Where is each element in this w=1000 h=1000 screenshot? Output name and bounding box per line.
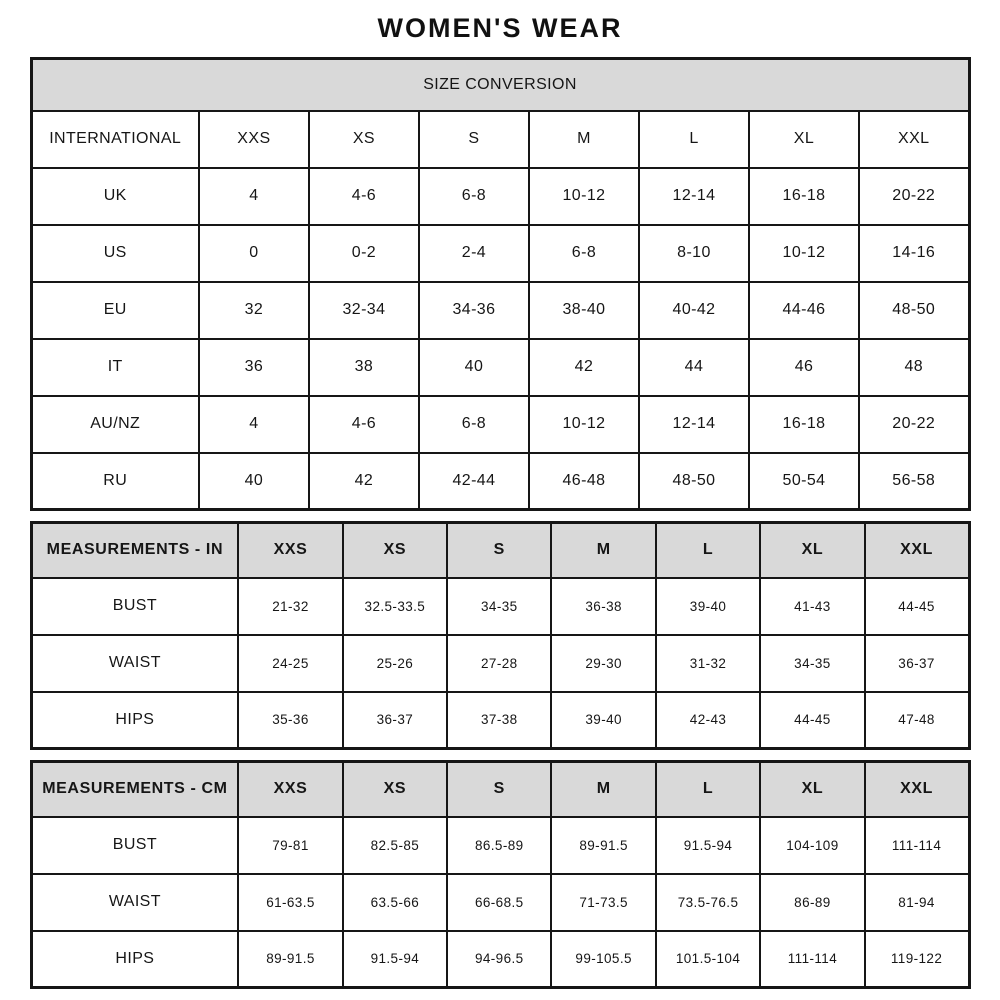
size-header-xl: XL xyxy=(760,523,864,578)
size-header-xxl: XXL xyxy=(865,762,969,817)
measurements-in-title: MEASUREMENTS - IN xyxy=(31,523,238,578)
row-label: WAIST xyxy=(31,635,238,692)
measurements-in-table xyxy=(30,521,971,750)
table-cell: 32 xyxy=(199,282,309,339)
table-cell: 34-36 xyxy=(419,282,529,339)
table-row xyxy=(31,874,969,931)
table-cell: 66-68.5 xyxy=(447,874,551,931)
table-cell: 10-12 xyxy=(529,396,639,453)
table-cell: 42-44 xyxy=(419,453,529,510)
table-cell: 34-35 xyxy=(760,635,864,692)
size-header-xxs: XXS xyxy=(238,523,342,578)
row-label: BUST xyxy=(31,578,238,635)
table-cell: 6-8 xyxy=(419,168,529,225)
table-cell: 91.5-94 xyxy=(656,817,760,874)
row-label: US xyxy=(31,225,199,282)
table-cell: 24-25 xyxy=(238,635,342,692)
table-cell: 39-40 xyxy=(551,692,655,749)
table-cell: 63.5-66 xyxy=(343,874,447,931)
table-cell: 41-43 xyxy=(760,578,864,635)
size-conversion-header-row xyxy=(31,111,969,168)
table-cell: 111-114 xyxy=(865,817,969,874)
table-cell: 32.5-33.5 xyxy=(343,578,447,635)
row-label: BUST xyxy=(31,817,238,874)
table-cell: 48-50 xyxy=(639,453,749,510)
table-cell: 16-18 xyxy=(749,396,859,453)
size-header-xxs: XXS xyxy=(199,111,309,168)
size-chart-page xyxy=(30,0,971,989)
size-header-xxs: XXS xyxy=(238,762,342,817)
table-cell: 29-30 xyxy=(551,635,655,692)
table-cell: 40 xyxy=(199,453,309,510)
table-cell: 25-26 xyxy=(343,635,447,692)
row-label: HIPS xyxy=(31,692,238,749)
table-cell: 71-73.5 xyxy=(551,874,655,931)
table-cell: 86.5-89 xyxy=(447,817,551,874)
table-row xyxy=(31,692,969,749)
table-cell: 111-114 xyxy=(760,931,864,988)
table-cell: 10-12 xyxy=(529,168,639,225)
row-label: RU xyxy=(31,453,199,510)
size-header-xxl: XXL xyxy=(859,111,969,168)
table-cell: 104-109 xyxy=(760,817,864,874)
size-conversion-title: SIZE CONVERSION xyxy=(31,59,969,111)
size-header-xl: XL xyxy=(760,762,864,817)
table-cell: 94-96.5 xyxy=(447,931,551,988)
size-header-m: M xyxy=(551,762,655,817)
measurements-cm-title: MEASUREMENTS - CM xyxy=(31,762,238,817)
table-cell: 48-50 xyxy=(859,282,969,339)
table-cell: 81-94 xyxy=(865,874,969,931)
table-row xyxy=(31,635,969,692)
table-cell: 61-63.5 xyxy=(238,874,342,931)
size-header-xxl: XXL xyxy=(865,523,969,578)
table-cell: 39-40 xyxy=(656,578,760,635)
table-cell: 82.5-85 xyxy=(343,817,447,874)
table-cell: 48 xyxy=(859,339,969,396)
page-title: WOMEN'S WEAR xyxy=(377,13,623,43)
table-cell: 0 xyxy=(199,225,309,282)
table-cell: 99-105.5 xyxy=(551,931,655,988)
row-label: AU/NZ xyxy=(31,396,199,453)
table-row xyxy=(31,931,969,988)
table-cell: 91.5-94 xyxy=(343,931,447,988)
size-header-m: M xyxy=(529,111,639,168)
table-cell: 31-32 xyxy=(656,635,760,692)
size-header-l: L xyxy=(639,111,749,168)
table-cell: 89-91.5 xyxy=(238,931,342,988)
table-cell: 20-22 xyxy=(859,396,969,453)
table-row xyxy=(31,396,969,453)
size-header-l: L xyxy=(656,762,760,817)
table-cell: 12-14 xyxy=(639,168,749,225)
table-cell: 14-16 xyxy=(859,225,969,282)
size-header-xs: XS xyxy=(309,111,419,168)
table-cell: 38-40 xyxy=(529,282,639,339)
table-cell: 42-43 xyxy=(656,692,760,749)
table-cell: 8-10 xyxy=(639,225,749,282)
size-header-s: S xyxy=(447,523,551,578)
table-cell: 44-45 xyxy=(865,578,969,635)
table-cell: 36-38 xyxy=(551,578,655,635)
table-cell: 79-81 xyxy=(238,817,342,874)
table-cell: 6-8 xyxy=(419,396,529,453)
table-cell: 119-122 xyxy=(865,931,969,988)
size-header-l: L xyxy=(656,523,760,578)
table-cell: 4 xyxy=(199,396,309,453)
table-cell: 27-28 xyxy=(447,635,551,692)
table-row xyxy=(31,453,969,510)
table-cell: 21-32 xyxy=(238,578,342,635)
measurements-cm-table xyxy=(30,760,971,989)
measurements-cm-header-row xyxy=(31,762,969,817)
row-label: EU xyxy=(31,282,199,339)
table-cell: 36 xyxy=(199,339,309,396)
row-label: HIPS xyxy=(31,931,238,988)
table-cell: 40 xyxy=(419,339,529,396)
table-row xyxy=(31,168,969,225)
table-cell: 89-91.5 xyxy=(551,817,655,874)
table-cell: 44-45 xyxy=(760,692,864,749)
row-label: UK xyxy=(31,168,199,225)
table-cell: 38 xyxy=(309,339,419,396)
size-header-xl: XL xyxy=(749,111,859,168)
table-cell: 36-37 xyxy=(343,692,447,749)
size-header-xs: XS xyxy=(343,523,447,578)
table-cell: 50-54 xyxy=(749,453,859,510)
table-cell: 42 xyxy=(309,453,419,510)
table-cell: 40-42 xyxy=(639,282,749,339)
table-cell: 35-36 xyxy=(238,692,342,749)
row-header-international: INTERNATIONAL xyxy=(31,111,199,168)
size-header-xs: XS xyxy=(343,762,447,817)
row-label: IT xyxy=(31,339,199,396)
table-cell: 12-14 xyxy=(639,396,749,453)
row-label: WAIST xyxy=(31,874,238,931)
size-header-s: S xyxy=(447,762,551,817)
table-row xyxy=(31,282,969,339)
size-header-m: M xyxy=(551,523,655,578)
size-header-s: S xyxy=(419,111,529,168)
table-cell: 4-6 xyxy=(309,168,419,225)
table-cell: 2-4 xyxy=(419,225,529,282)
table-cell: 10-12 xyxy=(749,225,859,282)
table-cell: 86-89 xyxy=(760,874,864,931)
table-cell: 4 xyxy=(199,168,309,225)
table-cell: 16-18 xyxy=(749,168,859,225)
table-row xyxy=(31,225,969,282)
table-cell: 0-2 xyxy=(309,225,419,282)
table-cell: 44 xyxy=(639,339,749,396)
table-cell: 101.5-104 xyxy=(656,931,760,988)
table-row xyxy=(31,578,969,635)
table-cell: 47-48 xyxy=(865,692,969,749)
table-row xyxy=(31,817,969,874)
size-conversion-title-row xyxy=(31,59,969,111)
table-cell: 37-38 xyxy=(447,692,551,749)
table-cell: 34-35 xyxy=(447,578,551,635)
table-cell: 4-6 xyxy=(309,396,419,453)
table-cell: 46 xyxy=(749,339,859,396)
table-cell: 36-37 xyxy=(865,635,969,692)
size-conversion-table xyxy=(30,57,971,511)
table-row xyxy=(31,339,969,396)
table-cell: 42 xyxy=(529,339,639,396)
table-cell: 73.5-76.5 xyxy=(656,874,760,931)
table-cell: 56-58 xyxy=(859,453,969,510)
table-cell: 6-8 xyxy=(529,225,639,282)
table-cell: 20-22 xyxy=(859,168,969,225)
measurements-in-header-row xyxy=(31,523,969,578)
table-cell: 46-48 xyxy=(529,453,639,510)
table-cell: 44-46 xyxy=(749,282,859,339)
table-cell: 32-34 xyxy=(309,282,419,339)
